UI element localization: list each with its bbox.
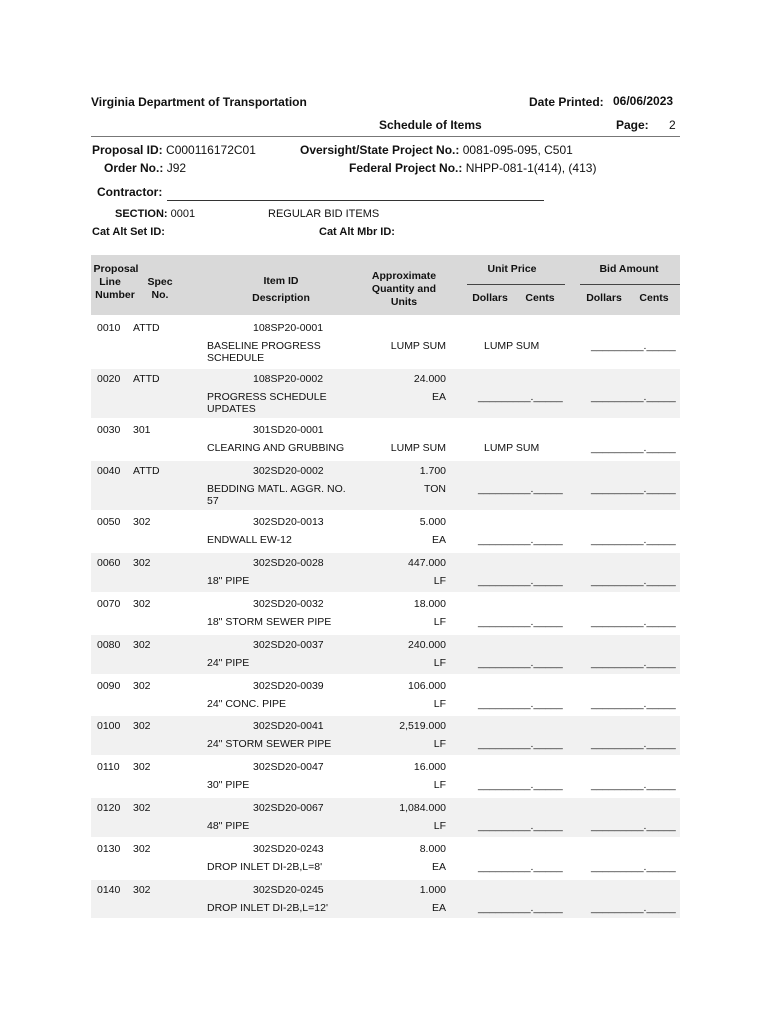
table-row (91, 512, 680, 551)
cat-alt-mbr-label: Cat Alt Mbr ID: (319, 226, 395, 238)
col-proposal: Proposal (93, 263, 139, 275)
units: LF (433, 820, 446, 832)
col-unit-cents: Cents (525, 292, 555, 304)
schedule-title: Schedule of Items (379, 118, 482, 132)
spec-number: 302 (133, 843, 151, 855)
table-row (91, 553, 680, 592)
line-number: 0110 (97, 761, 120, 773)
line-number: 0030 (97, 424, 121, 436)
bid-amount-blank: _________._____ (591, 738, 676, 750)
item-id: 302SD20-0037 (253, 639, 324, 651)
table-row (91, 880, 680, 918)
bid-amount-blank: _________._____ (591, 820, 676, 832)
line-number: 0130 (97, 843, 121, 855)
col-units: Units (390, 296, 418, 308)
col-bid-dollars: Dollars (586, 292, 622, 304)
units: LF (433, 616, 446, 628)
bid-amount-blank: _________._____ (591, 340, 676, 352)
unit-price: LUMP SUM (484, 442, 540, 454)
item-id: 302SD20-0039 (253, 680, 324, 692)
federal-project (349, 161, 596, 175)
units: LUMP SUM (390, 442, 446, 454)
org-name: Virginia Department of Transportation (91, 95, 307, 109)
table-header (91, 255, 680, 315)
line-number: 0090 (97, 680, 121, 692)
item-id: 302SD20-0041 (253, 720, 324, 732)
oversight-value: 0081-095-095, C501 (462, 143, 573, 157)
units: LF (433, 698, 446, 710)
item-description: CLEARING AND GRUBBING (207, 442, 345, 454)
item-id: 302SD20-0067 (253, 802, 324, 814)
spec-number: ATTD (133, 322, 160, 334)
spec-number: 302 (133, 557, 151, 569)
bid-amount-underline (580, 284, 680, 285)
col-unit-price: Unit Price (487, 263, 537, 275)
order-no (104, 161, 186, 175)
bid-amount-blank: _________._____ (591, 575, 676, 587)
spec-number: 302 (133, 884, 151, 896)
units: LF (433, 657, 446, 669)
table-row (91, 676, 680, 715)
col-quantity-and: Quantity and (371, 283, 437, 295)
unit-price-blank: _________._____ (478, 861, 563, 873)
table-row (91, 757, 680, 796)
item-description: DROP INLET DI-2B,L=8' (207, 861, 323, 873)
section (115, 208, 195, 220)
section-description: REGULAR BID ITEMS (268, 208, 380, 220)
line-number: 0070 (97, 598, 121, 610)
item-description: 30" PIPE (207, 779, 250, 791)
item-description: BASELINE PROGRESS SCHEDULE (207, 340, 321, 364)
col-description: Description (252, 292, 310, 304)
item-id: 302SD20-0028 (253, 557, 324, 569)
col-unit-dollars: Dollars (472, 292, 508, 304)
line-number: 0120 (97, 802, 121, 814)
item-id: 302SD20-0013 (253, 516, 324, 528)
quantity: 18.000 (413, 598, 446, 610)
line-number: 0080 (97, 639, 121, 651)
bid-amount-blank: _________._____ (591, 483, 676, 495)
table-row (91, 716, 680, 755)
unit-price-blank: _________._____ (478, 534, 563, 546)
item-description: 24" CONC. PIPE (207, 698, 287, 710)
spec-number: ATTD (133, 465, 160, 477)
item-description: 18" PIPE (207, 575, 250, 587)
col-spec: Spec (147, 276, 173, 288)
quantity: 447.000 (408, 557, 446, 569)
item-description: 24" STORM SEWER PIPE (207, 738, 332, 750)
unit-price-blank: _________._____ (478, 391, 563, 403)
bid-amount-blank: _________._____ (591, 534, 676, 546)
line-number: 0040 (97, 465, 121, 477)
item-id: 108SP20-0002 (253, 373, 324, 385)
unit-price-blank: _________._____ (478, 698, 563, 710)
unit-price-blank: _________._____ (478, 657, 563, 669)
col-line: Line (99, 276, 121, 288)
unit-price-blank: _________._____ (478, 820, 563, 832)
quantity: 106.000 (408, 680, 446, 692)
col-bid-cents: Cents (639, 292, 669, 304)
col-item-id: Item ID (263, 275, 299, 287)
proposal-id-value: C000116172C01 (166, 143, 256, 157)
item-id: 302SD20-0047 (253, 761, 324, 773)
table-row (91, 420, 680, 459)
line-number: 0140 (97, 884, 121, 896)
item-id: 302SD20-0245 (253, 884, 324, 896)
federal-label: Federal Project No.: (349, 161, 463, 175)
units: EA (431, 391, 446, 403)
table-row (91, 798, 680, 837)
quantity: 8.000 (419, 843, 446, 855)
quantity: 24.000 (413, 373, 446, 385)
date-printed-label: Date Printed: (529, 95, 604, 109)
unit-price: LUMP SUM (484, 340, 540, 352)
unit-price-blank: _________._____ (478, 575, 563, 587)
table-row (91, 369, 680, 418)
line-number: 0050 (97, 516, 121, 528)
item-id: 108SP20-0001 (253, 322, 324, 334)
units: LUMP SUM (390, 340, 446, 352)
header-divider (91, 136, 680, 137)
line-number: 0020 (97, 373, 121, 385)
quantity: 1.000 (419, 884, 446, 896)
section-value: 0001 (170, 208, 196, 220)
units: LF (433, 779, 446, 791)
quantity: 240.000 (408, 639, 446, 651)
units: EA (431, 861, 446, 873)
item-description: DROP INLET DI-2B,L=12' (207, 902, 328, 914)
federal-value: NHPP-081-1(414), (413) (465, 161, 597, 175)
quantity: 5.000 (419, 516, 446, 528)
item-id: 302SD20-0032 (253, 598, 324, 610)
col-approximate: Approximate (371, 270, 437, 282)
unit-price-blank: _________._____ (478, 779, 563, 791)
spec-number: 302 (133, 598, 151, 610)
quantity: 16.000 (413, 761, 446, 773)
line-number: 0010 (97, 322, 121, 334)
spec-number: 302 (133, 761, 151, 773)
table-row (91, 635, 680, 674)
item-id: 302SD20-0243 (253, 843, 324, 855)
item-description: PROGRESS SCHEDULE UPDATES (207, 391, 327, 415)
units: LF (433, 738, 446, 750)
proposal-id-label: Proposal ID: (92, 143, 163, 157)
table-row (91, 839, 680, 878)
bid-amount-blank: _________._____ (591, 657, 676, 669)
line-number: 0060 (97, 557, 121, 569)
unit-price-underline (467, 284, 565, 285)
col-number: Number (95, 289, 135, 301)
section-label: SECTION: (115, 208, 168, 220)
col-no: No. (151, 289, 169, 301)
spec-number: ATTD (133, 373, 160, 385)
oversight-project (300, 143, 573, 157)
bid-amount-blank: _________._____ (591, 616, 676, 628)
units: TON (424, 483, 446, 495)
quantity: 2,519.000 (399, 720, 446, 732)
contractor-line (167, 200, 544, 201)
item-description: ENDWALL EW-12 (207, 534, 292, 546)
item-id: 301SD20-0001 (253, 424, 324, 436)
unit-price-blank: _________._____ (478, 616, 563, 628)
units: EA (431, 902, 446, 914)
proposal-id (92, 143, 256, 157)
unit-price-blank: _________._____ (478, 483, 563, 495)
order-no-value: J92 (166, 161, 187, 175)
bid-amount-blank: _________._____ (591, 902, 676, 914)
quantity: 1,084.000 (399, 802, 446, 814)
oversight-label: Oversight/State Project No.: (300, 143, 460, 157)
table-row (91, 318, 680, 367)
col-bid-amount: Bid Amount (599, 263, 659, 275)
contractor-label: Contractor: (97, 185, 163, 199)
item-description: BEDDING MATL. AGGR. NO. 57 (207, 483, 346, 507)
item-description: 48" PIPE (207, 820, 250, 832)
bid-amount-blank: _________._____ (591, 779, 676, 791)
bid-amount-blank: _________._____ (591, 391, 676, 403)
spec-number: 301 (133, 424, 151, 436)
item-id: 302SD20-0002 (253, 465, 324, 477)
table-row (91, 461, 680, 510)
page-number: 2 (669, 118, 676, 132)
units: LF (433, 575, 446, 587)
line-number: 0100 (97, 720, 121, 732)
spec-number: 302 (133, 802, 151, 814)
item-description: 18" STORM SEWER PIPE (207, 616, 332, 628)
spec-number: 302 (133, 720, 151, 732)
bid-amount-blank: _________._____ (591, 861, 676, 873)
units: EA (431, 534, 446, 546)
bid-amount-blank: _________._____ (591, 442, 676, 454)
bid-amount-blank: _________._____ (591, 698, 676, 710)
page-label: Page: (616, 118, 649, 132)
order-no-label: Order No.: (104, 161, 164, 175)
unit-price-blank: _________._____ (478, 738, 563, 750)
spec-number: 302 (133, 516, 151, 528)
date-printed-value: 06/06/2023 (613, 94, 674, 108)
cat-alt-set-label: Cat Alt Set ID: (92, 226, 165, 238)
quantity: 1.700 (419, 465, 446, 477)
table-row (91, 594, 680, 633)
item-description: 24" PIPE (207, 657, 250, 669)
spec-number: 302 (133, 680, 151, 692)
unit-price-blank: _________._____ (478, 902, 563, 914)
spec-number: 302 (133, 639, 151, 651)
